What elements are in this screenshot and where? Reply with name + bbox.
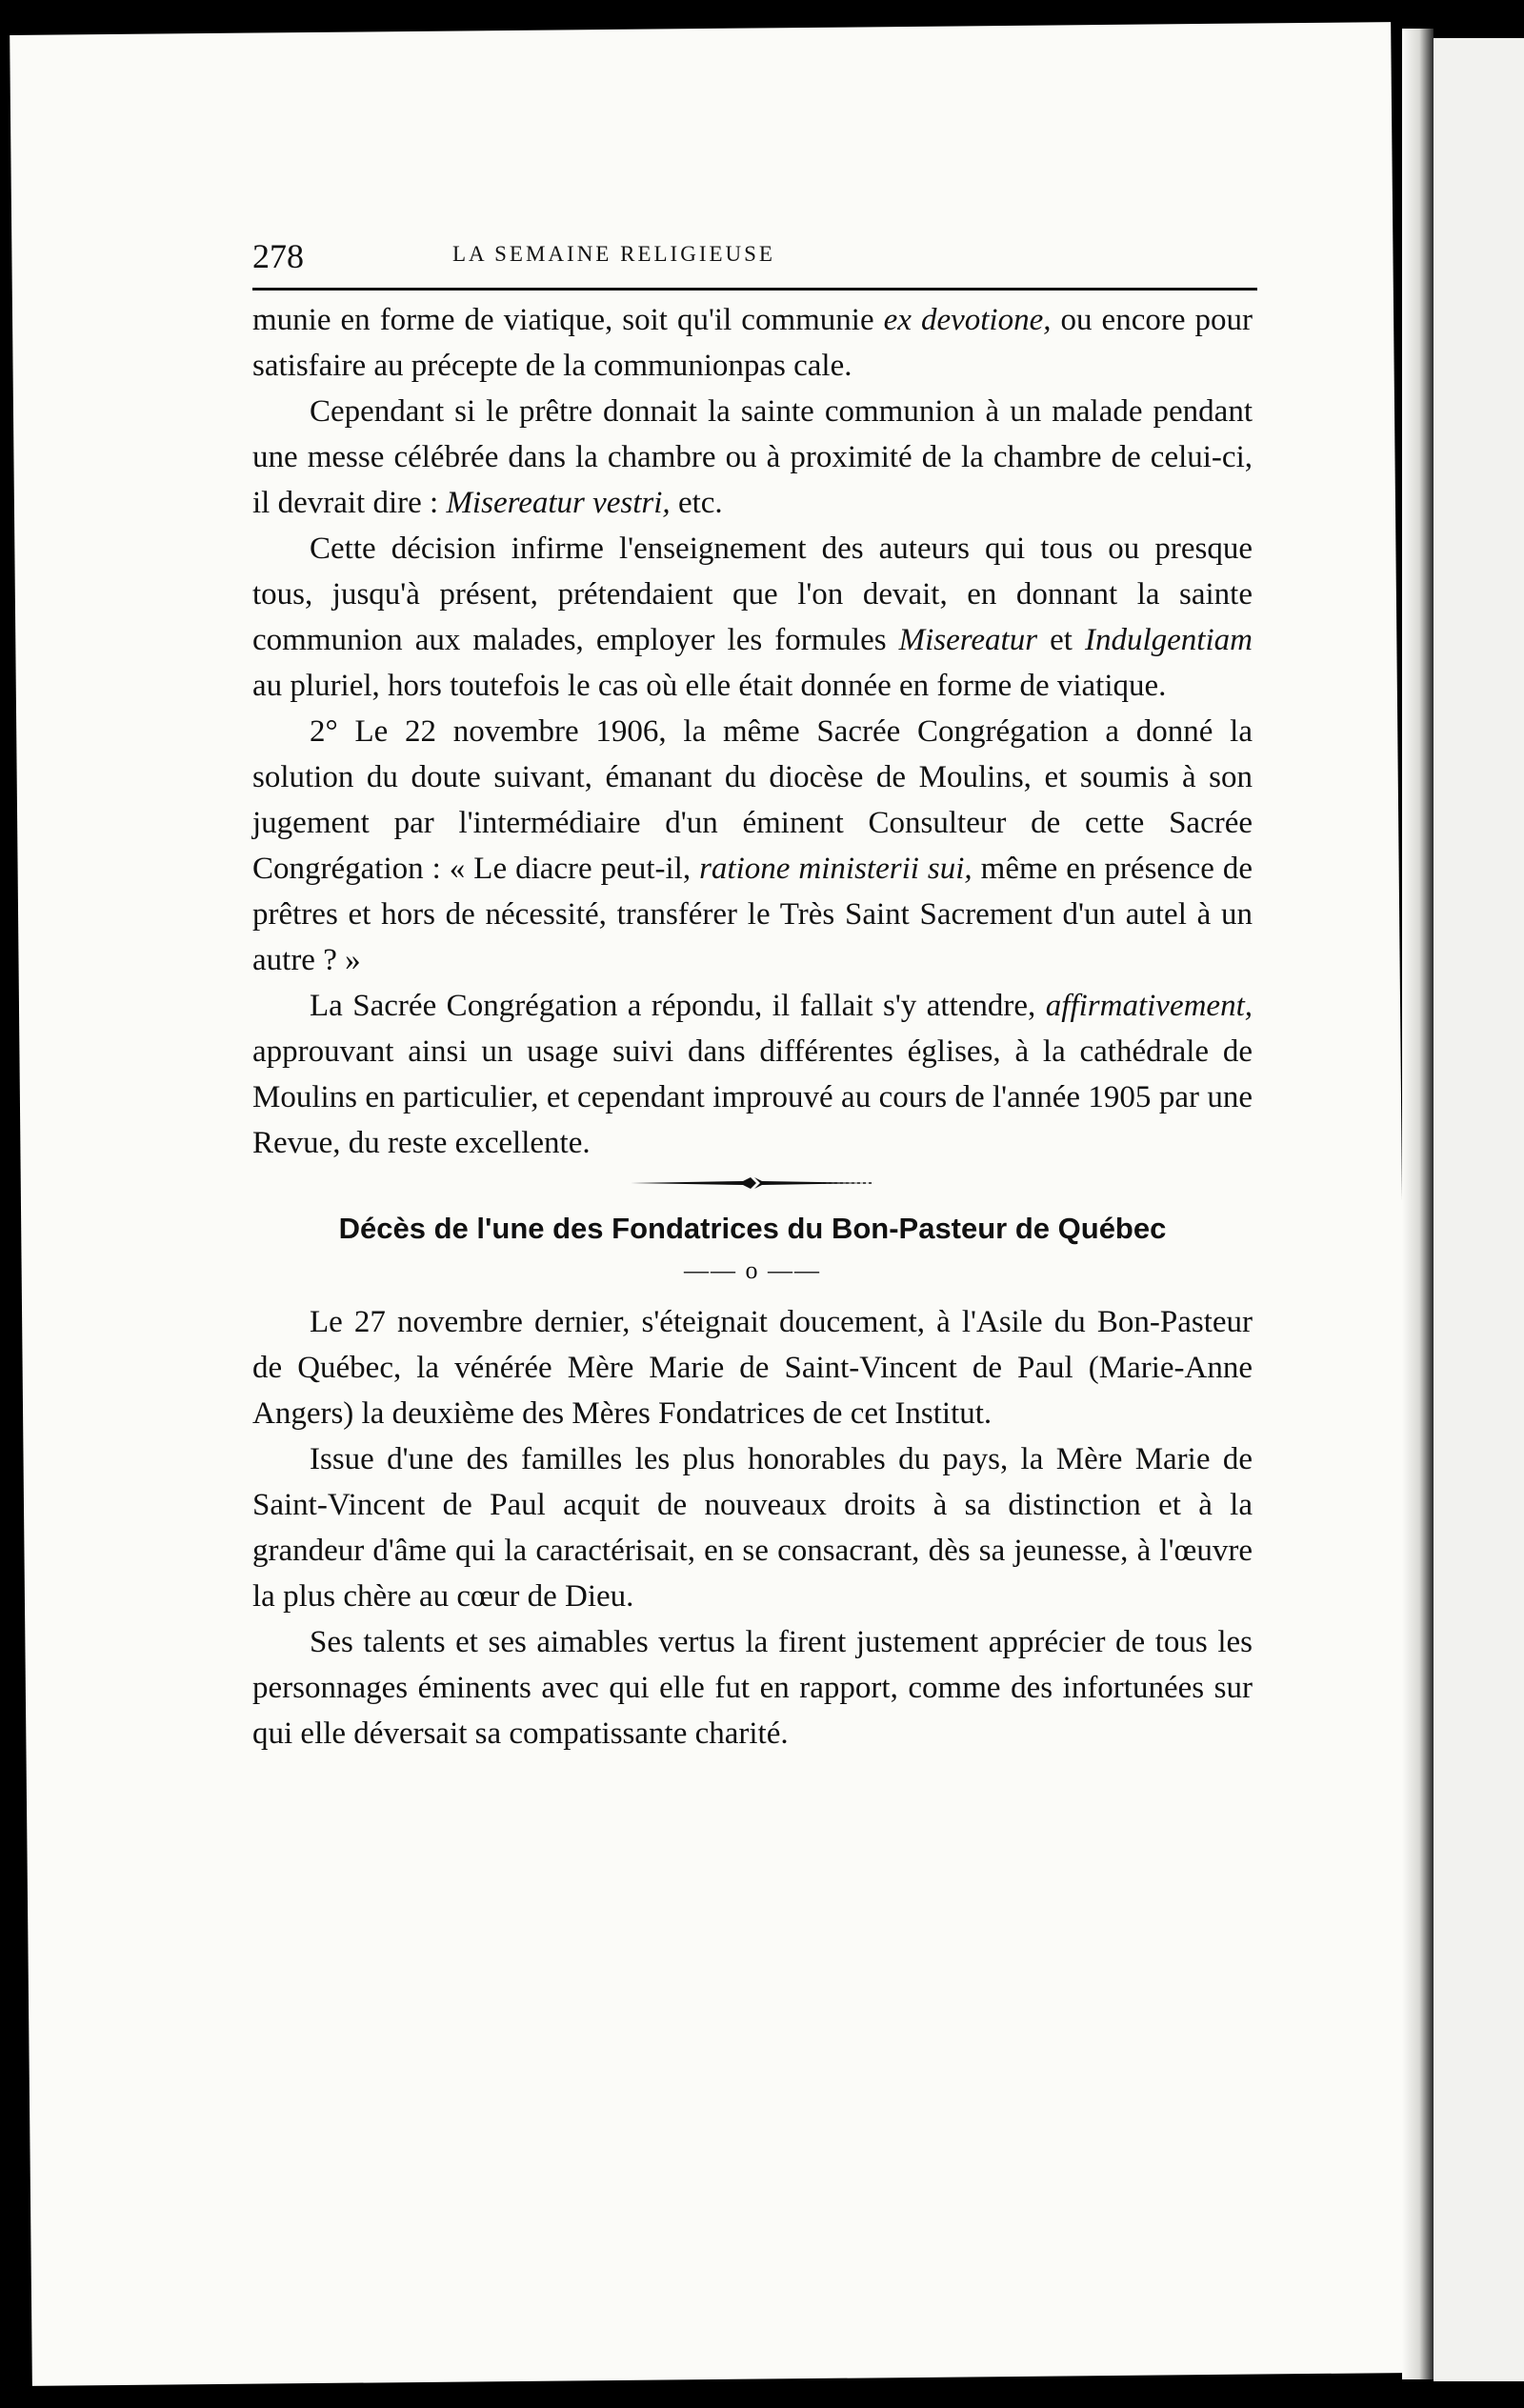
paragraph-8: Ses talents et ses aimables vertus la firent justement apprécier de tous les personnages éminents avec qui elle fut en rapport, comme des infortunées sur qui elle déversait sa compatissante charité.	[252, 1625, 1253, 1751]
header-rule	[252, 288, 1257, 291]
paragraph-3: Cette décision infirme l'enseignement des auteurs qui tous ou presque tous, jusqu'à présent, prétendaient que l'on devait, en donnant la sainte communion aux malades, employer les formules Misereatur et Indulgentiam au pluriel, hors toutefois le cas où elle était donnée en forme de viatique.	[252, 532, 1253, 703]
running-head: LA SEMAINE RELIGIEUSE	[452, 242, 775, 266]
page-number: 278	[252, 237, 304, 275]
paragraph-7: Issue d'une des familles les plus honorables du pays, la Mère Marie de Saint-Vincent de Paul acquit de nouveaux droits à sa distinction et à la grandeur d'âme qui la caractérisait, en se consacrant, dès sa jeunesse, à l'œuvre la plus chère au cœur de Dieu.	[252, 1442, 1253, 1614]
page-header	[252, 236, 1257, 282]
section-divider: —— o ——	[684, 1256, 821, 1284]
facing-page-edge	[1434, 38, 1524, 2381]
ornamental-divider	[252, 1170, 1253, 1198]
ornament-icon	[629, 1175, 876, 1191]
paragraph-2: Cependant si le prêtre donnait la sainte communion à un malade pendant une messe célébrée dans la chambre ou à proximité de la chambre de celui-ci, il devrait dire : Misereatur vestri, etc.	[252, 394, 1253, 520]
paragraph-5: La Sacrée Congrégation a répondu, il fallait s'y attendre, affirmativement, approuvant ainsi un usage suivi dans différentes églises, à la cathédrale de Moulins en particulier, et cependant improuvé au cours de l'année 1905 par une Revue, du reste excellente.	[252, 989, 1253, 1160]
paragraph-1: munie en forme de viatique, soit qu'il communie ex devotione, ou encore pour satisfaire au précepte de la communionpas cale.	[252, 303, 1253, 383]
section-title: Décès de l'une des Fondatrices du Bon-Pasteur de Québec	[338, 1212, 1167, 1245]
paragraph-6: Le 27 novembre dernier, s'éteignait doucement, à l'Asile du Bon-Pasteur de Québec, la vénérée Mère Marie de Saint-Vincent de Paul (Marie-Anne Angers) la deuxième des Mères Fondatrices de cet Institut.	[252, 1305, 1253, 1431]
page-fold-shadow	[1402, 29, 1434, 2379]
paragraph-4: 2° Le 22 novembre 1906, la même Sacrée Congrégation a donné la solution du doute suivant, émanant du diocèse de Moulins, et soumis à son jugement par l'intermédiaire d'un éminent Consulteur de cette Sacrée Congrégation : « Le diacre peut-il, ratione ministerii sui, même en présence de prêtres et hors de nécessité, transférer le Très Saint Sacrement d'un autel à un autre ? »	[252, 714, 1253, 977]
body-text	[252, 297, 1253, 1756]
